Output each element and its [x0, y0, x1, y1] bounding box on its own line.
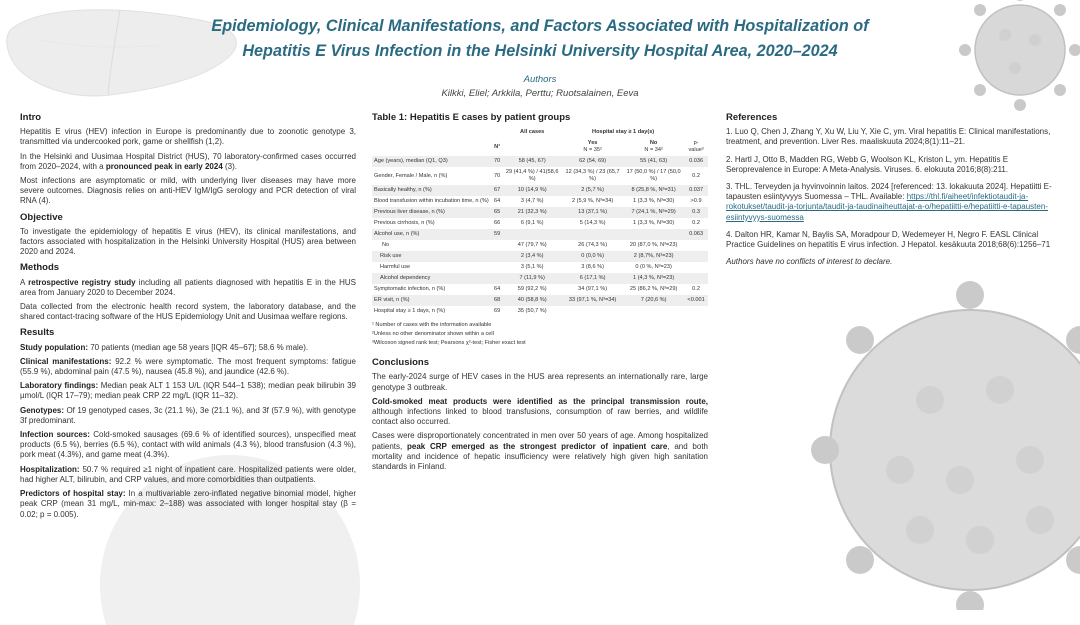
cell-pvalue: 0.037: [684, 185, 708, 196]
intro-paragraph: [20, 152, 356, 172]
result-item: [20, 343, 356, 353]
methods-text: A: [20, 277, 29, 287]
cell-yes: [562, 229, 623, 240]
intro-paragraph: Hepatitis E virus (HEV) infection in Europe is predominantly due to zoonotic genotype 3, transmitted via undercooked pork, game or shellfish (1,2).: [20, 127, 356, 147]
conclusions-paragraph: [372, 431, 708, 472]
row-label: Gender, Female / Male, n (%): [374, 172, 448, 179]
cell-pvalue: 0.2: [692, 172, 700, 179]
cell-yes: 6 (17,1 %): [562, 273, 623, 284]
cell-pvalue: <0.001: [684, 295, 708, 306]
cell-all-cases: 47 (79,7 %): [517, 242, 547, 249]
reference-item: 1. Luo Q, Chen J, Zhang Y, Xu W, Liu Y, Xie C, ym. Viral hepatitis E: Clinical manifestations, treatment, and prevention. Liver Res. maaliskuuta 2024;8(1):11–21.: [726, 127, 1051, 147]
cell-n: 59: [492, 229, 502, 240]
cell-no: [623, 229, 684, 240]
cell-n: 69: [494, 308, 501, 315]
result-label: Infection sources:: [20, 430, 90, 440]
cell-all-cases: 2 (3,4 %): [502, 251, 562, 262]
table-row: [372, 284, 708, 295]
cell-n: [492, 262, 502, 273]
result-text: Median peak ALT 1 153 U/L (IQR 544–1 538); median peak bilirubin 39 µmol/L (IQR 17–79); median peak CRP 22 mg/L (IQR 11–32).: [20, 381, 357, 401]
cell-pvalue: 0.036: [684, 156, 708, 167]
table-row: [372, 262, 708, 273]
cell-pvalue: [684, 262, 708, 273]
cell-no: 1 (3,3 %, N³=30): [633, 198, 675, 205]
result-text: Of 19 genotyped cases, 3c (21.1 %), 3e (21.1 %), and 3f (57.9 %), with genotype 3f predominant.: [20, 405, 356, 425]
cell-n: [492, 273, 502, 284]
cell-no: 17 (50,0 %) / 17 (50,0 %): [626, 169, 681, 183]
row-label: No: [382, 242, 390, 249]
poster-header: [0, 14, 1080, 99]
row-label: Harmful use: [380, 264, 411, 271]
cell-pvalue: [684, 251, 708, 262]
cell-n: [492, 251, 502, 262]
cell-pvalue: 0.063: [684, 229, 708, 240]
intro-bold: pronounced peak in early 2024: [105, 161, 223, 171]
header-pvalue: p-value³: [688, 140, 704, 154]
conclusions-text: Cases were disproportionately concentrated in men over 50 years of age. Among hospitalized patients,: [372, 431, 708, 451]
table-row: [372, 273, 708, 284]
header-no: [623, 138, 684, 156]
result-label: Predictors of hospital stay:: [20, 489, 126, 499]
cell-yes: 62 (54, 69): [562, 156, 623, 167]
result-label: Hospitalization:: [20, 464, 80, 474]
methods-text: including all patients diagnosed with hepatitis E in the HUS area from January 2020 to December 2024.: [20, 277, 357, 297]
poster-title: [0, 14, 1080, 64]
row-label: Blood transfusion within incubation time, n (%): [374, 198, 489, 205]
cell-no: 1 (3,3 %, N³=30): [633, 220, 675, 227]
table-row: [372, 196, 708, 207]
header-blank: [372, 138, 492, 156]
authors: Kilkki, Eliel; Arkkila, Perttu; Ruotsalainen, Eeva: [441, 88, 639, 99]
cell-pvalue: 0.3: [684, 207, 708, 218]
column-right: [726, 113, 1060, 274]
conclusions-section: [372, 358, 708, 472]
conclusions-paragraph: The early-2024 surge of HEV cases in the HUS area represents an internationally rare, large genotype 3 outbreak.: [372, 372, 708, 392]
table-header-row: [372, 127, 708, 138]
methods-paragraph: Data collected from the electronic health record system, the laboratory database, and the shared contact-tracing software of the HUS Epidemiology Unit and Uusimaa welfare regions.: [20, 302, 356, 322]
conclusions-heading: Conclusions: [372, 357, 430, 369]
reference-item: 2. Hartl J, Otto B, Madden RG, Webb G, Woolson KL, Kriston L, ym. Hepatitis E Seroprevalence in Europe: A Meta-Analysis. Viruses. 6. elokuuta 2016;8(8):211.: [726, 154, 1009, 174]
cell-n: 70: [494, 172, 501, 179]
table-row: [372, 229, 708, 240]
cell-all-cases: [502, 229, 562, 240]
cell-yes: 2 (5,7 %): [562, 185, 623, 196]
cell-n: 68: [492, 295, 502, 306]
cell-n: 64: [494, 286, 501, 293]
table-header-row: [372, 138, 708, 156]
row-label: Hospital stay ≥ 1 days, n (%): [374, 308, 446, 315]
table-note: ²Unless no other denominator shown within a cell: [372, 331, 494, 338]
result-text: 92.2 % were symptomatic. The most frequent symptoms: fatigue (55.9 %), abdominal pain (47.5 %), nausea (45.8 %), and jaundice (42.6 %).: [20, 356, 357, 377]
objective-heading: Objective: [20, 211, 63, 223]
table-row: [372, 156, 708, 167]
cell-n: 65: [492, 207, 502, 218]
row-label: Alcohol dependency: [372, 273, 492, 284]
row-label: Alcohol use, n (%): [372, 229, 492, 240]
cell-all-cases: 3 (5,1 %): [520, 264, 544, 271]
table-note: ³Wilcoxon signed rank test; Pearsons χ²-test; Fisher exact test: [372, 340, 526, 347]
cell-n: 67: [492, 185, 502, 196]
cell-no: 7 (20,6 %): [623, 295, 684, 306]
table-heading: Table 1: Hepatitis E cases by patient groups: [372, 112, 571, 123]
table-row: [372, 185, 708, 196]
row-label: Risk use: [372, 251, 492, 262]
references-heading: References: [726, 112, 778, 123]
result-label: Study population:: [20, 342, 88, 352]
cell-all-cases: 3 (4,7 %): [520, 198, 544, 205]
cell-all-cases: 40 (58,8 %): [502, 295, 562, 306]
header-yes-label: Yes: [587, 140, 598, 147]
result-label: Laboratory findings:: [20, 381, 99, 391]
cell-yes: 26 (74,3 %): [578, 242, 608, 249]
cell-all-cases: 10 (14,9 %): [502, 185, 562, 196]
results-heading: Results: [20, 327, 55, 339]
row-label: Basically healthy, n (%): [372, 185, 492, 196]
methods-section: [20, 263, 356, 322]
methods-bold: retrospective registry study: [28, 277, 136, 287]
intro-paragraph: Most infections are asymptomatic or mild, with underlying liver diseases may have more severe outcomes. Diagnosis relies on anti-HEV IgM/IgG serology and PCR detection of viral RNA (4).: [20, 176, 356, 206]
row-label: Previous cirrhosis, n (%): [374, 220, 435, 227]
result-label: Clinical manifestations:: [20, 356, 112, 366]
conflict-statement: Authors have no conflicts of interest to declare.: [726, 257, 893, 267]
cell-no: 55 (41, 63): [623, 156, 684, 167]
reference-link[interactable]: https://thl.fi/aiheet/infektiotaudit-ja-rokotukset/taudit-ja-torjunta/taudit-ja-taudinaiheuttajat-a-o/hepatiitti-e/hepatiitti-e-tapausten-esiintyvyys-suomessa: [726, 192, 1048, 222]
cell-pvalue: [684, 240, 708, 251]
header-n: N¹: [494, 143, 501, 150]
header-yes: [562, 138, 623, 156]
header-blank: [492, 127, 502, 138]
table-row: [372, 295, 708, 306]
cell-yes: 13 (37,1 %): [562, 207, 623, 218]
cell-all-cases: 29 (41,4 %) / 41(58,6 %): [505, 169, 559, 183]
column-left: [20, 113, 356, 524]
row-label: Symptomatic infection, n (%): [374, 286, 446, 293]
cell-yes: 0 (0,0 %): [562, 251, 623, 262]
methods-paragraph: [20, 278, 356, 298]
conclusions-bold: peak CRP emerged as the strongest predictor of inpatient care: [406, 441, 668, 451]
cell-no: 20 (87,0 %, N³=23): [629, 242, 678, 249]
cell-pvalue: [684, 306, 708, 317]
cell-pvalue: [684, 273, 708, 284]
cell-pvalue: 0.2: [692, 220, 700, 227]
conclusions-bold: Cold-smoked meat products were identified as the principal transmission route,: [372, 396, 708, 406]
cell-all-cases: 58 (45, 67): [502, 156, 562, 167]
table-row: [372, 207, 708, 218]
header-blank: [372, 127, 492, 138]
header-no-n: N = 34²: [644, 147, 663, 154]
header-yes-n: N = 35²: [583, 147, 602, 154]
cell-yes: 5 (14,3 %): [579, 220, 606, 227]
cell-yes: 3 (8,6 %): [581, 264, 604, 271]
table-note: ¹ Number of cases with the information available: [372, 322, 492, 329]
table-row: [372, 240, 708, 251]
table-notes: [372, 321, 708, 348]
virus-illustration: [770, 250, 1080, 610]
cell-n: 66: [494, 220, 501, 227]
cell-yes: 34 (97,1 %): [578, 286, 608, 293]
table-row: [372, 251, 708, 262]
methods-heading: Methods: [20, 262, 60, 274]
intro-text: (3).: [222, 161, 238, 171]
cell-all-cases: 59 (92,2 %): [517, 286, 547, 293]
conclusions-text: although infections linked to blood transfusions, consumption of raw berries, and wildlife contact also occurred.: [372, 407, 708, 427]
cell-n: [492, 240, 502, 251]
cell-no: 1 (4,3 %, N³=23): [623, 273, 684, 284]
result-item: [20, 357, 356, 377]
cell-no: 7 (24,1 %, N³=29): [623, 207, 684, 218]
objective-paragraph: To investigate the epidemiology of hepatitis E virus (HEV), its clinical manifestations, and factors associated with hospitalization in the Helsinki University Hospital (HUS) area between 2020 and 2024.: [20, 226, 356, 257]
cell-pvalue: 0.2: [692, 286, 700, 293]
cell-yes: 2 (5,9 %, N³=34): [572, 198, 614, 205]
reference-item: 4. Dalton HR, Kamar N, Baylis SA, Moradpour D, Wedemeyer H, Negro F. EASL Clinical Practice Guidelines on hepatitis E virus infection. J Hepatol. kesäkuuta 2018;68(6):1256–71: [726, 229, 1051, 250]
conclusions-paragraph: [372, 397, 708, 428]
result-item: [20, 465, 356, 485]
row-label: Previous liver disease, n (%): [372, 207, 492, 218]
cell-no: [623, 306, 684, 317]
cell-pvalue: >0.9: [690, 198, 702, 205]
cell-no: 2 (8,7%, N³=23): [623, 251, 684, 262]
results-section: [20, 328, 356, 519]
reference-item: [726, 182, 1060, 223]
header-all-cases: All cases: [520, 129, 545, 136]
cell-no: 0 (0 %, N³=23): [635, 264, 672, 271]
result-text: Cold-smoked sausages (69.6 % of identified sources), unspecified meat products (6.5 %), berries (6.5 %), contact with wild animals (4.3 %), blood transfusion (4.3 %), pork meat (4.3%), and game meat (4.3%).: [20, 430, 357, 460]
header-hospital-stay: Hospital stay ≥ 1 day(s): [592, 129, 655, 136]
cell-all-cases: 7 (11,9 %): [502, 273, 562, 284]
result-item: [20, 381, 356, 401]
row-label: Age (years), median (Q1, Q3): [372, 156, 492, 167]
cell-no: 25 (86,2 %, N³=29): [629, 286, 678, 293]
result-item: [20, 430, 356, 461]
cell-n: 64: [494, 198, 501, 205]
result-item: [20, 489, 356, 520]
table-row: [372, 218, 708, 229]
cases-table: [372, 127, 708, 317]
table-row: [372, 306, 708, 317]
title-line-2: Hepatitis E Virus Infection in the Helsinki University Hospital Area, 2020–2024: [242, 42, 838, 60]
result-label: Genotypes:: [20, 405, 65, 415]
header-blank: [502, 138, 562, 156]
objective-section: [20, 213, 356, 258]
result-text: 70 patients (median age 58 years [IQR 45–67]; 58.6 % male).: [88, 342, 309, 352]
cell-yes: 33 (97,1 %, N³=34): [562, 295, 623, 306]
result-text: In a multivariable zero-inflated negative binomial model, higher peak CRP (mean 31 mg/L, min-max: 2–188) was associated with longer hospital stay (β = 0.02; p = 0.005).: [20, 489, 356, 519]
conclusions-text: , and both mortality and incidence of hepatic insufficiency were relatively high given high sanitation standards in Finland.: [372, 441, 708, 472]
authors-label: Authors: [523, 74, 557, 85]
cell-no: 8 (25,8 %, N³=31): [623, 185, 684, 196]
row-label: ER visit, n (%): [372, 295, 492, 306]
cell-yes: [562, 306, 623, 317]
reference-text: 3. THL. Terveyden ja hyvinvoinnin laitos. 2024 [referenced: 13. lokakuuta 2024]. Hepatiitti E-tapausten esiintyvyys Suomessa – THL. Available:: [726, 182, 1052, 202]
cell-all-cases: 21 (32,3 %): [502, 207, 562, 218]
table-body: [372, 156, 708, 317]
result-text: 50.7 % required ≥1 night of inpatient care. Hospitalized patients were older, had higher ALT, bilirubin, and CRP values, and more comorbidities than outpatients.: [20, 464, 356, 484]
table-row: [372, 167, 708, 185]
header-blank: [684, 127, 708, 138]
cell-all-cases: 35 (50,7 %): [517, 308, 547, 315]
cell-all-cases: 6 (9,1 %): [520, 220, 544, 227]
cell-n: 70: [492, 156, 502, 167]
column-middle: [372, 113, 708, 476]
cell-yes: 12 (34,3 %) / 23 (65,7 %): [565, 169, 620, 183]
result-item: [20, 406, 356, 426]
intro-heading: Intro: [20, 112, 42, 123]
title-line-1: Epidemiology, Clinical Manifestations, and Factors Associated with Hospitalization of: [211, 17, 869, 35]
header-no-label: No: [649, 140, 658, 147]
intro-text: In the Helsinki and Uusimaa Hospital District (HUS), 70 laboratory-confirmed cases occurred from 2020–2024, with a: [20, 151, 356, 171]
intro-section: [20, 113, 356, 207]
